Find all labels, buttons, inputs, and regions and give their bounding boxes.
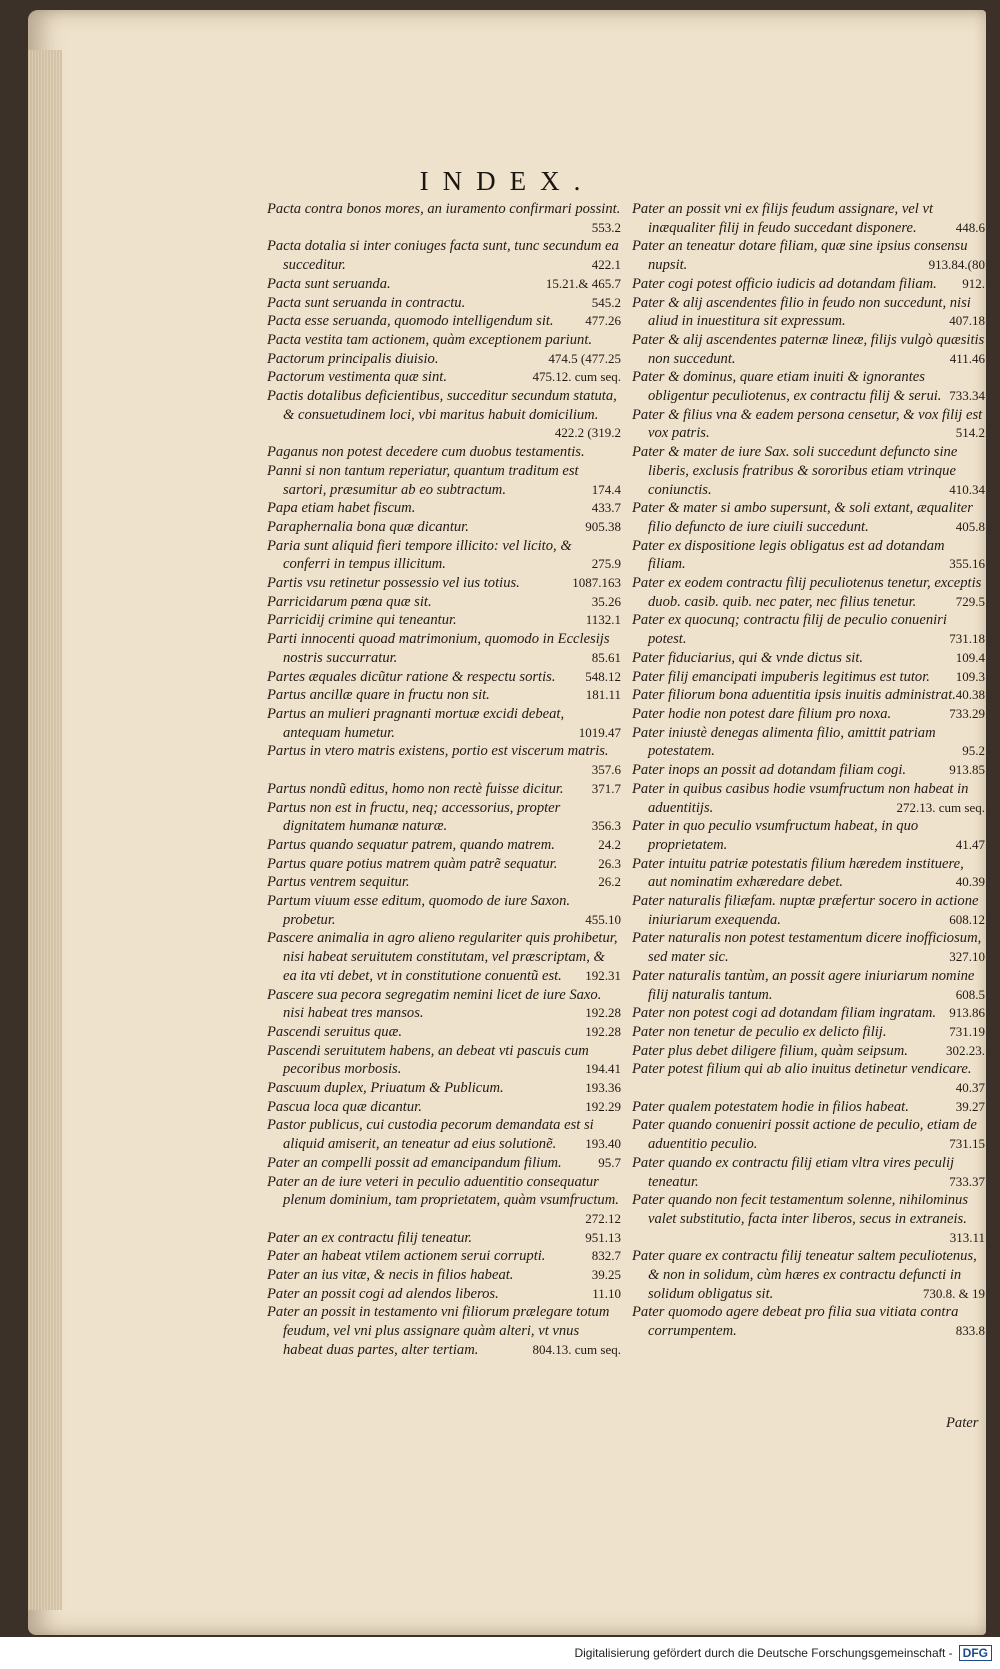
index-entry-text: Pater hodie non potest dare filium pro noxa. — [632, 705, 892, 722]
index-entry-text: Pascuum duplex, Priuatum & Publicum. — [267, 1080, 504, 1097]
index-entry-ref: 40.38 — [955, 687, 985, 703]
index-entry-text: Paganus non potest decedere cum duobus testamentis. — [267, 444, 585, 461]
index-entry — [632, 686, 985, 705]
index-entry-ref: 35.26 — [591, 593, 621, 609]
index-entry — [267, 387, 621, 443]
index-entry-text: Pater non potest cogi ad dotandam filiam ingratam. — [632, 1005, 937, 1022]
index-entry-ref: 355.16 — [949, 556, 985, 572]
index-entry-text: Pater naturalis filiæfam. nuptæ præfertur socero in actione iniuriarum exequenda. — [632, 893, 979, 928]
index-entry-ref: 731.18 — [949, 631, 985, 647]
index-entry — [267, 1154, 621, 1173]
index-entry-text: Pater quando non fecit testamentum solenne, nihilominus valet substitutio, facta inter liberos, secus in extraneis. — [632, 1192, 969, 1227]
index-entry-text: Pacta esse seruanda, quomodo intelligendum sit. — [267, 313, 554, 330]
index-entry-text: Pactis dotalibus deficientibus, succeditur secundum statuta, & consuetudinem loci, vbi maritus habuit domicilium. — [267, 388, 617, 423]
index-entry — [267, 237, 621, 274]
index-entry-text: Pater an ius vitæ, & necis in filios habeat. — [267, 1267, 514, 1284]
index-entry-text: Partus quando sequatur patrem, quando matrem. — [267, 836, 555, 853]
index-entry-text: Pater & mater si ambo supersunt, & soli extant, æqualiter filio defuncto de iure ciuili succedunt. — [632, 500, 973, 535]
index-entry — [267, 294, 621, 313]
index-entry — [267, 1285, 621, 1304]
index-entry-ref: 39.27 — [955, 1098, 985, 1114]
index-entry-text: Pater filiorum bona aduentitia ipsis inuitis administrat. — [632, 687, 956, 704]
index-entry-ref: 608.12 — [949, 911, 985, 927]
index-entry-ref: 193.36 — [585, 1080, 621, 1096]
index-entry-text: Parricidij crimine qui teneantur. — [267, 612, 457, 629]
index-entry — [267, 1098, 621, 1117]
index-entry-text: Pater an possit vni ex filijs feudum assignare, vel vt inæqualiter filij in feudo succedant disponere. — [632, 201, 934, 236]
index-entry-ref: 174.4 — [591, 481, 621, 497]
index-entry — [267, 780, 621, 799]
index-entry — [632, 724, 985, 761]
index-entry-ref: 40.39 — [955, 874, 985, 890]
index-entry — [632, 1247, 985, 1303]
index-entry-text: Pater & mater de iure Sax. soli succedunt defuncto sine liberis, exclusis fratribus & sororibus etiam vtrinque coniunctis. — [632, 444, 958, 498]
index-entry-ref: 11.10 — [592, 1285, 621, 1301]
index-entry-ref: 1132.1 — [585, 612, 621, 628]
index-entry-ref: 192.31 — [585, 967, 621, 983]
index-entry-ref: 455.10 — [585, 911, 621, 927]
index-entry — [632, 368, 985, 405]
index-entry — [632, 1098, 985, 1117]
index-entry-text: Pater quando ex contractu filij etiam vltra vires peculij teneatur. — [632, 1154, 955, 1190]
index-entry-text: Pater inops an possit ad dotandam filiam cogi. — [632, 762, 907, 779]
index-entry-text: Pater & alij ascendentes paternæ lineæ, filijs vulgò quæsitis non succedunt. — [632, 331, 985, 367]
index-entry — [632, 611, 985, 648]
index-entry — [632, 294, 985, 331]
index-entry — [267, 892, 621, 929]
index-entry — [632, 200, 985, 237]
index-entry-text: Pater an de iure veteri in peculio aduentitio consequatur plenum dominium, tam proprietatem, quàm vsumfructum. — [267, 1173, 619, 1209]
index-entry-ref: 553.2 — [591, 219, 621, 235]
index-entry-text: Pascua loca quæ dicantur. — [267, 1098, 422, 1115]
index-entry-text: Pacta sunt seruanda. — [267, 275, 391, 292]
index-entry — [267, 836, 621, 855]
index-entry-text: Pacta sunt seruanda in contractu. — [267, 294, 466, 311]
index-entry-text: Pater an possit cogi ad alendos liberos. — [267, 1285, 499, 1302]
index-entry — [267, 668, 621, 687]
index-entry-text: Pacta contra bonos mores, an iuramento confirmari possint. — [267, 201, 621, 217]
index-entry-ref: 1087.163 — [572, 575, 621, 591]
index-entry-ref: 731.19 — [949, 1023, 985, 1039]
index-entry-ref: 477.26 — [585, 313, 621, 329]
index-entry-text: Pater filij emancipati impuberis legitimus est tutor. — [632, 668, 930, 685]
index-entry-ref: 40.37 — [955, 1080, 985, 1096]
index-entry-ref: 804.13. cum seq. — [532, 1341, 621, 1357]
index-entry-ref: 832.7 — [591, 1248, 621, 1264]
index-entry-text: Panni si non tantum reperiatur, quantum traditum est sartori, præsumitur ab eo subtractum. — [267, 462, 579, 498]
index-entry-ref: 514.2 — [955, 425, 985, 441]
index-entry — [632, 780, 985, 817]
index-entry-text: Pater naturalis non potest testamentum dicere inofficiosum, sed mater sic. — [632, 930, 982, 966]
index-entry-text: Pascendi seruitutem habens, an debeat vti pascuis cum pecoribus morbosis. — [267, 1042, 589, 1078]
index-entry-text: Pactorum principalis diuisio. — [267, 350, 439, 367]
index-entry-text: Pater & filius vna & eadem persona censetur, & vox filij est vox patris. — [632, 406, 983, 442]
index-entry — [632, 1060, 985, 1097]
index-entry-ref: 356.3 — [591, 818, 621, 834]
index-entry-text: Partus an mulieri pragnanti mortuæ excidi debeat, antequam humetur. — [267, 705, 565, 741]
index-entry-ref: 905.38 — [585, 518, 621, 534]
index-entry-text: Pater an compelli possit ad emancipandum filium. — [267, 1154, 562, 1171]
index-entry-text: Pacta vestita tam actionem, quàm exceptionem pariunt. — [267, 331, 593, 348]
index-entry — [267, 462, 621, 499]
index-entry — [267, 1229, 621, 1248]
index-entry-ref: 833.8 — [955, 1323, 985, 1339]
index-entry-ref: 313.11 — [949, 1229, 985, 1245]
index-entry-text: Pater in quibus casibus hodie vsumfructum non habeat in aduentitijs. — [632, 780, 969, 816]
index-entry-text: Parti innocenti quoad matrimonium, quomodo in Ecclesijs nostris succurratur. — [267, 631, 610, 666]
index-entry-ref: 109.3 — [955, 668, 985, 684]
index-entry — [632, 1116, 985, 1153]
index-entry — [632, 649, 985, 668]
index-entry-text: Pater non tenetur de peculio ex delicto filij. — [632, 1023, 887, 1040]
index-entry-ref: 545.2 — [591, 294, 621, 310]
index-entry — [267, 312, 621, 331]
index-entry-ref: 913.84.(80 — [928, 257, 985, 273]
index-entry-text: Pater potest filium qui ab alio inuitus detinetur vendicare. — [632, 1061, 972, 1078]
index-entry-text: Partus quare potius matrem quàm patrẽ sequatur. — [267, 855, 558, 872]
index-entry-ref: 410.34 — [949, 481, 985, 497]
index-entry-ref: 407.18 — [949, 313, 985, 329]
index-entry-ref: 15.21.& 465.7 — [545, 275, 621, 291]
index-entry-ref: 474.5 (477.25 — [548, 350, 621, 366]
index-entry-ref: 371.7 — [591, 780, 621, 796]
index-entry — [632, 499, 985, 536]
index-entry — [267, 986, 621, 1023]
index-entry — [267, 574, 621, 593]
index-entry-ref: 422.2 (319.2 — [554, 425, 621, 441]
index-entry — [632, 275, 985, 294]
index-entry-text: Pater ex eodem contractu filij peculiotenus tenetur, exceptis duob. casib. quib. nec pater, nec filius tenetur. — [632, 575, 982, 610]
index-entry — [267, 1042, 621, 1079]
index-entry-ref: 422.1 — [591, 257, 621, 273]
index-entry — [632, 855, 985, 892]
index-entry-ref: 411.46 — [949, 350, 985, 366]
index-entry-ref: 302.23. — [946, 1042, 985, 1058]
index-entry-ref: 26.2 — [598, 874, 621, 890]
index-entry-ref: 733.37 — [949, 1173, 985, 1189]
index-entry-text: Pater cogi potest officio iudicis ad dotandam filiam. — [632, 275, 937, 292]
index-entry — [632, 574, 985, 611]
book-page — [28, 10, 986, 1635]
index-entry-ref: 912. — [962, 275, 985, 291]
index-entry-ref: 733.29 — [949, 705, 985, 721]
index-entry-ref: 608.5 — [955, 986, 985, 1002]
index-entry-ref: 448.6 — [955, 219, 985, 235]
index-entry-ref: 41.47 — [955, 836, 985, 852]
index-entry — [267, 518, 621, 537]
index-entry — [632, 892, 985, 929]
index-entry-ref: 327.10 — [949, 949, 985, 965]
index-entry-text: Partum viuum esse editum, quomodo de iure Saxon. probetur. — [267, 893, 571, 928]
index-entry-text: Pater quomodo agere debeat pro filia sua vitiata contra corrumpentem. — [632, 1304, 959, 1340]
index-entry-text: Pater in quo peculio vsumfructum habeat, in quo proprietatem. — [632, 818, 919, 853]
index-entry-text: Pater qualem potestatem hodie in filios habeat. — [632, 1098, 909, 1115]
index-entry-ref: 194.41 — [585, 1061, 621, 1077]
index-entry-ref: 405.8 — [955, 518, 985, 534]
index-entry — [267, 1266, 621, 1285]
index-entry-text: Partus ancillæ quare in fructu non sit. — [267, 687, 490, 704]
index-entry — [267, 200, 621, 237]
index-entry-text: Parricidarum pœna quæ sit. — [267, 593, 432, 610]
page-edge-stack — [28, 50, 62, 1610]
index-entry-text: Pater plus debet diligere filium, quàm seipsum. — [632, 1042, 908, 1059]
index-entry — [632, 1042, 985, 1061]
index-entry-ref: 272.12 — [585, 1210, 621, 1226]
index-entry — [267, 593, 621, 612]
index-entry-text: Pater quare ex contractu filij teneatur saltem peculiotenus, & non in solidum, cùm hæres ex contractu defuncti in solidum obligatus sit. — [632, 1248, 977, 1302]
index-entry-text: Pater iniustè denegas alimenta filio, amittit patriam potestatem. — [632, 724, 936, 760]
index-entry-text: Pater & dominus, quare etiam inuiti & ignorantes obligentur peculiotenus, ex contractu filij & serui. — [632, 369, 942, 405]
index-entry — [267, 855, 621, 874]
index-entry-text: Pater naturalis tantùm, an possit agere iniuriarum nomine filij naturalis tantum. — [632, 967, 975, 1003]
index-entry — [632, 1303, 985, 1340]
dfg-logo: DFG — [959, 1645, 992, 1661]
index-entry — [632, 1154, 985, 1191]
index-entry-text: Pater an possit in testamento vni filiorum prælegare totum feudum, vel vni plus assignare quàm alteri, vt vnus habeat duas partes, alter tertiam. — [267, 1304, 610, 1358]
index-column-left — [267, 200, 621, 1360]
index-entry-ref: 1019.47 — [578, 724, 621, 740]
index-entry — [267, 1173, 621, 1229]
index-entry-text: Pater ex dispositione legis obligatus est ad dotandam filiam. — [632, 537, 945, 573]
index-entry — [267, 537, 621, 574]
index-entry-ref: 729.5 — [955, 593, 985, 609]
index-entry — [267, 686, 621, 705]
index-entry-ref: 913.85 — [949, 762, 985, 778]
index-entry — [267, 499, 621, 518]
index-entry — [632, 668, 985, 687]
index-entry-ref: 733.34 — [949, 388, 985, 404]
index-entry — [632, 537, 985, 574]
index-column-right — [632, 200, 985, 1341]
index-entry — [632, 443, 985, 499]
index-entry-ref: 24.2 — [598, 836, 621, 852]
index-entry-text: Pastor publicus, cui custodia pecorum demandata est si aliquid amiserit, an teneatur ad eius solutionẽ. — [267, 1117, 594, 1153]
index-entry — [267, 368, 621, 387]
index-entry — [267, 611, 621, 630]
index-entry — [267, 1023, 621, 1042]
index-entry — [267, 350, 621, 369]
index-entry-ref: 475.12. cum seq. — [532, 369, 621, 385]
digitization-footer — [0, 1637, 1000, 1669]
index-entry — [632, 705, 985, 724]
index-entry-ref: 95.2 — [962, 743, 985, 759]
index-entry — [267, 1247, 621, 1266]
index-entry-text: Partus ventrem sequitur. — [267, 874, 410, 891]
index-entry-ref: 26.3 — [598, 855, 621, 871]
index-entry-text: Pater an ex contractu filij teneatur. — [267, 1229, 473, 1246]
index-entry — [267, 630, 621, 667]
index-entry-text: Partes æquales dicũtur ratione & respectu sortis. — [267, 668, 556, 685]
index-entry-ref: 181.11 — [585, 687, 621, 703]
index-entry-ref: 192.28 — [585, 1023, 621, 1039]
index-entry-text: Pater fiduciarius, qui & vnde dictus sit. — [632, 649, 864, 666]
index-entry-ref: 951.13 — [585, 1229, 621, 1245]
index-entry — [267, 331, 621, 350]
index-entry — [267, 705, 621, 742]
index-entry-text: Pascendi seruitus quæ. — [267, 1023, 402, 1040]
index-entry-text: Pater quando conueniri possit actione de peculio, etiam de aduentitio peculio. — [632, 1117, 977, 1153]
index-entry-ref: 548.12 — [585, 668, 621, 684]
index-entry-text: Pater an habeat vtilem actionem serui corrupti. — [267, 1248, 546, 1265]
running-head: INDEX. — [419, 166, 595, 196]
index-entry-ref: 192.28 — [585, 1005, 621, 1021]
index-entry-text: Partus in vtero matris existens, portio est viscerum matris. — [267, 743, 609, 760]
index-entry-text: Pater & alij ascendentes filio in feudo non succedunt, nisi aliud in inuestitura sit expressum. — [632, 294, 971, 330]
index-entry-ref: 39.25 — [591, 1267, 621, 1283]
index-entry-text: Pacta dotalia si inter coniuges facta sunt, tunc secundum ea succeditur. — [267, 238, 619, 274]
index-entry — [632, 331, 985, 368]
footer-credit: Digitalisierung gefördert durch die Deutsche Forschungsgemeinschaft - — [574, 1646, 953, 1660]
index-entry — [632, 817, 985, 854]
index-entry-text: Pater an teneatur dotare filiam, quæ sine ipsius consensu nupsit. — [632, 238, 968, 274]
index-entry — [267, 1079, 621, 1098]
index-entry-text: Partus nondũ editus, homo non rectè fuisse dicitur. — [267, 780, 564, 797]
index-entry-text: Partis vsu retinetur possessio vel ius totius. — [267, 575, 520, 592]
index-entry — [632, 1023, 985, 1042]
index-entry — [632, 1004, 985, 1023]
index-entry-ref: 193.40 — [585, 1136, 621, 1152]
index-entry — [267, 443, 621, 462]
index-entry — [632, 1191, 985, 1247]
index-entry — [267, 742, 621, 779]
index-entry — [632, 761, 985, 780]
index-entry-ref: 913.86 — [949, 1005, 985, 1021]
index-entry-ref: 192.29 — [585, 1098, 621, 1114]
index-entry — [267, 929, 621, 985]
index-entry — [267, 1303, 621, 1359]
index-entry-text: Papa etiam habet fiscum. — [267, 500, 416, 517]
index-entry-text: Pascere sua pecora segregatim nemini licet de iure Saxo. nisi habeat tres mansos. — [267, 986, 602, 1022]
index-entry-ref: 275.9 — [591, 556, 621, 572]
index-entry — [632, 967, 985, 1004]
index-entry-ref: 109.4 — [955, 649, 985, 665]
catchword: Pater — [946, 1415, 979, 1431]
index-entry-text: Partus non est in fructu, neq; accessorius, propter dignitatem humanæ naturæ. — [267, 799, 561, 835]
index-entry — [267, 873, 621, 892]
index-entry — [632, 406, 985, 443]
index-entry-ref: 730.8. & 19 — [922, 1285, 985, 1301]
index-entry — [267, 275, 621, 294]
index-entry-ref: 95.7 — [598, 1154, 621, 1170]
index-entry-ref: 731.15 — [949, 1136, 985, 1152]
index-entry — [632, 929, 985, 966]
index-entry-ref: 85.61 — [591, 649, 621, 665]
index-entry-text: Pater intuitu patriæ potestatis filium hæredem instituere, aut nominatim exhæredare debet. — [632, 855, 964, 891]
index-entry-text: Pascere animalia in agro alieno regulariter quis prohibetur, nisi habeat seruitutem constitutam, vel præscriptam, & ea ita vti debet, vt in constitutione conuentũ est. — [267, 930, 618, 984]
index-entry — [632, 237, 985, 274]
index-entry — [267, 1116, 621, 1153]
index-entry-text: Pactorum vestimenta quæ sint. — [267, 369, 447, 386]
index-entry-text: Paraphernalia bona quæ dicantur. — [267, 518, 469, 535]
index-entry-ref: 433.7 — [591, 500, 621, 516]
index-entry-ref: 272.13. cum seq. — [896, 799, 985, 815]
index-entry-text: Paria sunt aliquid fieri tempore illicito: vel licito, & conferri in tempus illicitum. — [267, 537, 572, 573]
index-entry — [267, 799, 621, 836]
index-entry-text: Pater ex quocunq; contractu filij de peculio conueniri potest. — [632, 612, 947, 648]
index-entry-ref: 357.6 — [591, 762, 621, 778]
